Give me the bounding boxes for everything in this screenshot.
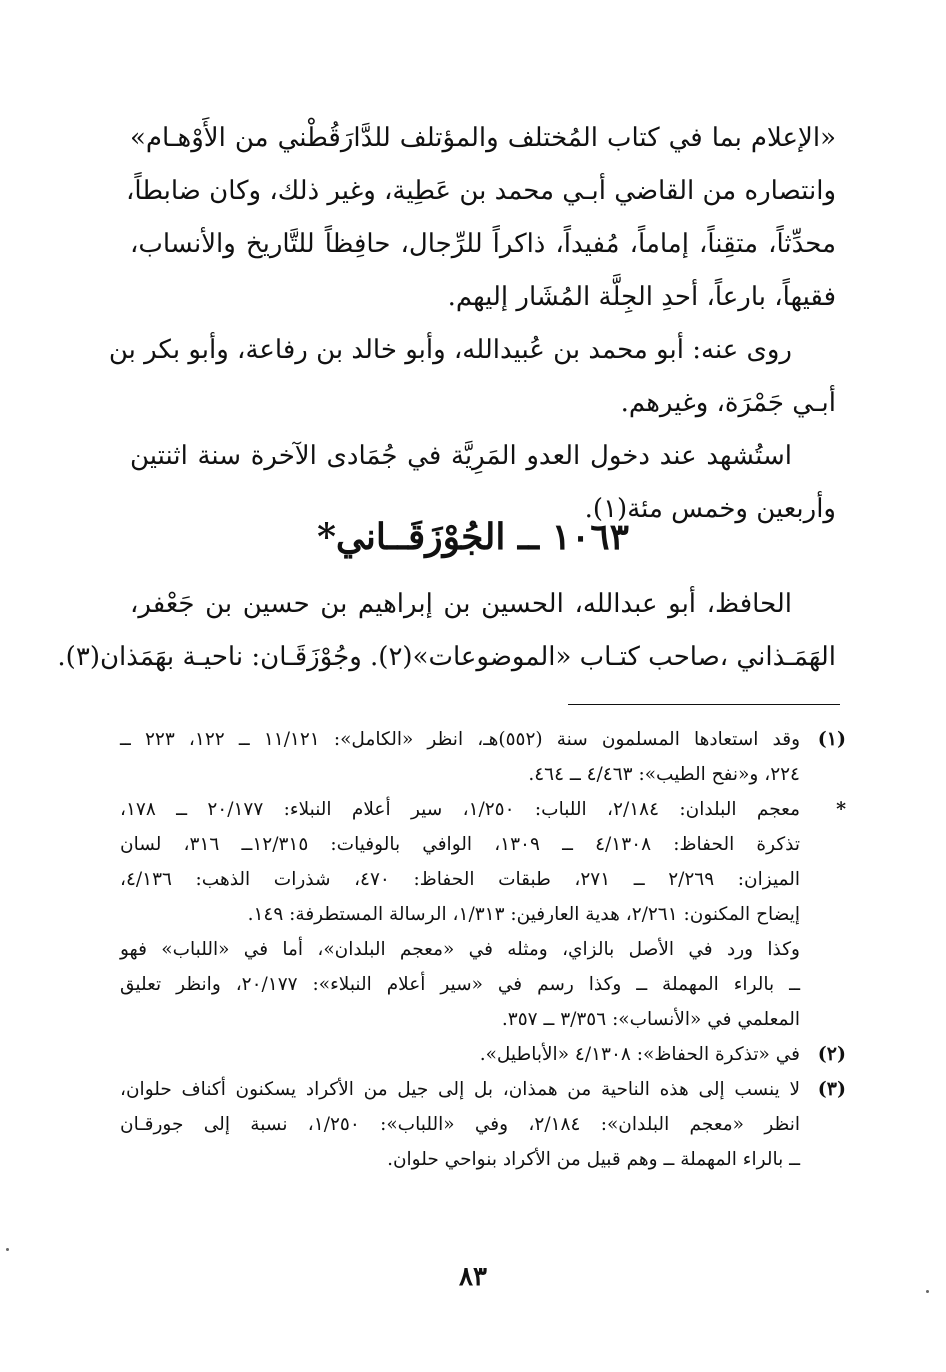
footnote-line: تذكرة الحفاظ: ٤/١٣٠٨ ــ ١٣٠٩، الوافي بالوفيات: ١٢/٣١٥ــ ٣١٦، لسان <box>120 834 800 855</box>
text-line: وانتصاره من القاضي أبـي محمد بن عَطِية، وغير ذلك، وكان ضابطاً، <box>126 176 836 206</box>
footnote-line: وكذا ورد في الأصل بالزاي، ومثله في «معجم البلدان»، أما في «اللباب» فهو <box>120 939 800 960</box>
text-line: الحافظ، أبو عبدالله، الحسين بن إبراهيم بن حسين بن جَعْفر، <box>130 589 792 619</box>
scan-speck <box>926 1290 929 1293</box>
main-text <box>108 112 836 536</box>
text-line: استُشهد عند دخول العدو المَرِيَّة في جُمَادى الآخرة سنة اثنتين <box>130 441 792 471</box>
footnote-line: انظر «معجم البلدان»: ٢/١٨٤، وفي «اللباب»: ١/٢٥٠، نسبة إلى جورقـان <box>120 1114 800 1135</box>
footnote <box>120 722 846 792</box>
text-line: وأربعين وخمس مئة(١). <box>584 494 836 524</box>
text-line: روى عنه: أبو محمد بن عُبيدالله، وأبو خالد بن رفاعة، وأبو بكر بن <box>108 335 792 365</box>
footnote-divider <box>568 704 840 705</box>
entry-text <box>57 578 836 684</box>
footnote-line: إيضاح المكنون: ٢/٢٦١، هدية العارفين: ١/٣١٣، الرسالة المستطرفة: ١٤٩. <box>247 904 800 925</box>
footnote-line: ٢٢٤، و«نفح الطيب»: ٤/٤٦٣ ــ ٤٦٤. <box>528 764 800 785</box>
entry-heading: ١٠٦٣ ــ الجُوْزَقَــاني* <box>317 516 629 558</box>
footnote-marker: (١) <box>817 728 846 750</box>
text-line: محدِّثاً، متقِناً، إماماً، مُفيداً، ذاكراً للرِّجال، حافِظاً للتَّاريخ والأنساب، <box>130 229 836 259</box>
footnote-line: في «تذكرة الحفاظ»: ٤/١٣٠٨ «الأباطيل». <box>479 1044 800 1065</box>
footnote <box>120 792 846 1037</box>
footnote-line: وقد استعادها المسلمون سنة (٥٥٢)هـ، انظر «الكامل»: ١١/١٢١ ــ ١٢٢، ٢٢٣ ــ <box>120 729 801 750</box>
text-line: أبـي جَمْرَة، وغيرهم. <box>620 388 836 418</box>
page-number: ٨٣ <box>459 1262 487 1292</box>
footnote-line: لا ينسب إلى هذه الناحية من همذان، بل إلى جيل من الأكراد يسكنون أكناف حلوان، <box>120 1079 800 1100</box>
footnote <box>120 1072 846 1177</box>
footnotes <box>120 722 846 1177</box>
footnote-line: الميزان: ٢/٢٦٩ ــ ٢٧١، طبقات الحفاظ: ٤٧٠، شذرات الذهب: ٤/١٣٦، <box>120 869 800 890</box>
footnote-line: المعلمي في «الأنساب»: ٣/٣٥٦ ــ ٣٥٧. <box>501 1009 800 1030</box>
footnote <box>120 1037 846 1072</box>
footnote-marker: * <box>836 798 846 820</box>
footnote-line: ــ بالراء المهملة ــ وكذا رسم في «سير أعلام النبلاء»: ٢٠/١٧٧، وانظر تعليق <box>120 974 800 995</box>
footnote-marker: (٣) <box>817 1078 846 1100</box>
text-line: «الإعلام بما في كتاب المُختلف والمؤتلف للدَّارَقُطْني من الأَوْهـام» <box>130 123 836 153</box>
text-line: فقيهاً، بارعاً، أحدِ الجِلَّة المُشَار إليهم. <box>447 282 836 312</box>
footnote-line: ــ بالراء المهملة ــ وهم قبيل من الأكراد بنواحي حلوان. <box>387 1149 800 1170</box>
scan-speck <box>6 1248 9 1251</box>
footnote-marker: (٢) <box>817 1043 846 1065</box>
text-line: الهَمَـذاني ،صاحب كتـاب «الموضوعات»(٢). وجُوْزَقَـان: ناحيـة بهَمَذان(٣). <box>57 642 836 672</box>
footnote-line: معجم البلدان: ٢/١٨٤، اللباب: ١/٢٥٠، سير أعلام النبلاء: ٢٠/١٧٧ ــ ١٧٨، <box>120 799 800 820</box>
